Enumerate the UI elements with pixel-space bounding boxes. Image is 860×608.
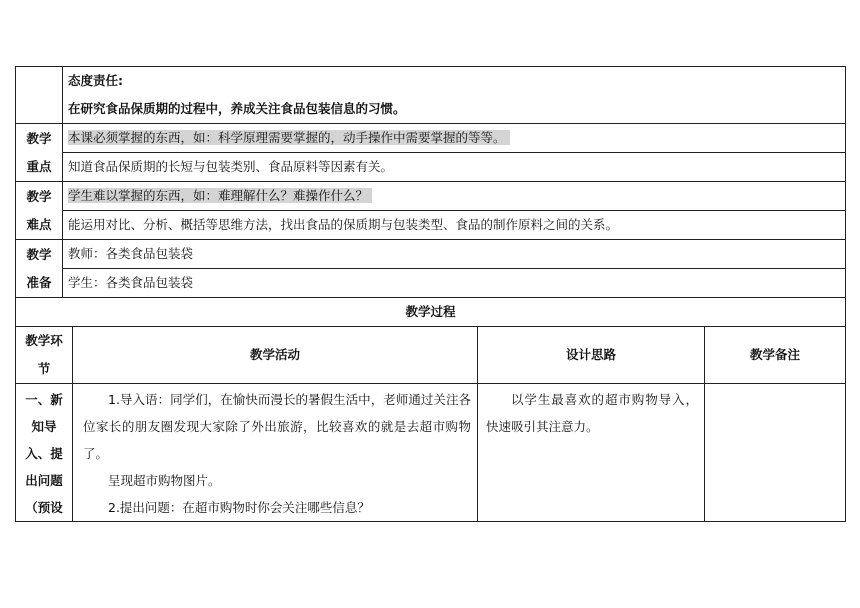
key-points-text: 知道食品保质期的长短与包装类别、食品原料等因素有关。 [68, 159, 394, 174]
difficulties-hint: 学生难以掌握的东西，如：难理解什么？难操作什么？ [68, 188, 372, 203]
activity-paragraph-3: 2.提出问题：在超市购物时你会关注哪些信息？ [108, 500, 370, 515]
notes-cell [705, 384, 846, 522]
design-text: 以学生最喜欢的超市购物导入，快速吸引其注意力。 [486, 392, 698, 434]
design-cell [478, 384, 705, 522]
key-points-hint: 本课必须掌握的东西，如：科学原理需要掌握的，动手操作中需要掌握的等等。 [68, 130, 510, 145]
activity-cell [73, 384, 478, 522]
attitude-row [16, 67, 846, 124]
preparation-row-1 [16, 240, 846, 269]
key-points-row-1 [16, 124, 846, 153]
stage-line-1: 一、新 [25, 392, 63, 407]
preparation-label-line1: 教学 [26, 246, 52, 262]
activity-paragraph-2: 呈现超市购物图片。 [108, 473, 221, 488]
header-stage-line2: 节 [37, 361, 51, 376]
preparation-label [16, 240, 63, 298]
difficulties-line1-cell [63, 182, 846, 211]
preparation-student-cell [63, 269, 846, 298]
stage-line-2: 知导 [31, 419, 57, 434]
difficulties-row-2 [16, 211, 846, 240]
key-points-row-2 [16, 153, 846, 182]
attitude-cell [63, 67, 846, 124]
stage-line-4: 出问题 [25, 473, 63, 488]
attitude-title: 态度责任: [68, 73, 123, 88]
key-points-line1-cell [63, 124, 846, 153]
preparation-row-2 [16, 269, 846, 298]
key-points-label-line2: 重点 [26, 158, 52, 174]
difficulties-text: 能运用对比、分析、概括等思维方法，找出食品的保质期与包装类型、食品的制作原料之间的关系。 [68, 217, 619, 232]
process-header-row [16, 327, 846, 384]
header-stage [16, 327, 73, 384]
lesson-plan-page [15, 66, 845, 522]
difficulties-label [16, 182, 63, 240]
difficulties-row-1 [16, 182, 846, 211]
process-title: 教学过程 [16, 298, 846, 327]
header-stage-line1: 教学环 [25, 333, 63, 348]
preparation-teacher-cell [63, 240, 846, 269]
header-design: 设计思路 [478, 327, 705, 384]
difficulties-label-line1: 教学 [26, 188, 52, 204]
process-title-row [16, 298, 846, 327]
attitude-label-cell [16, 67, 63, 124]
stage-line-5: （预设 [25, 500, 63, 515]
header-notes: 教学备注 [705, 327, 846, 384]
difficulties-label-line2: 难点 [26, 216, 52, 232]
lesson-plan-table [15, 66, 846, 522]
table-row [16, 384, 846, 522]
stage-line-3: 入、提 [25, 446, 63, 461]
attitude-text: 在研究食品保质期的过程中，养成关注食品包装信息的习惯。 [68, 101, 406, 116]
header-activity: 教学活动 [73, 327, 478, 384]
preparation-student: 学生：各类食品包装袋 [68, 275, 194, 290]
key-points-line2-cell [63, 153, 846, 182]
stage-cell [16, 384, 73, 522]
difficulties-line2-cell [63, 211, 846, 240]
activity-paragraph-1: 1.导入语：同学们，在愉快而漫长的暑假生活中，老师通过关注各位家长的朋友圈发现大家除了外出旅游，比较喜欢的就是去超市购物了。 [83, 392, 471, 461]
preparation-teacher: 教师：各类食品包装袋 [68, 246, 194, 261]
key-points-label [16, 124, 63, 182]
preparation-label-line2: 准备 [26, 274, 52, 290]
key-points-label-line1: 教学 [26, 130, 52, 146]
